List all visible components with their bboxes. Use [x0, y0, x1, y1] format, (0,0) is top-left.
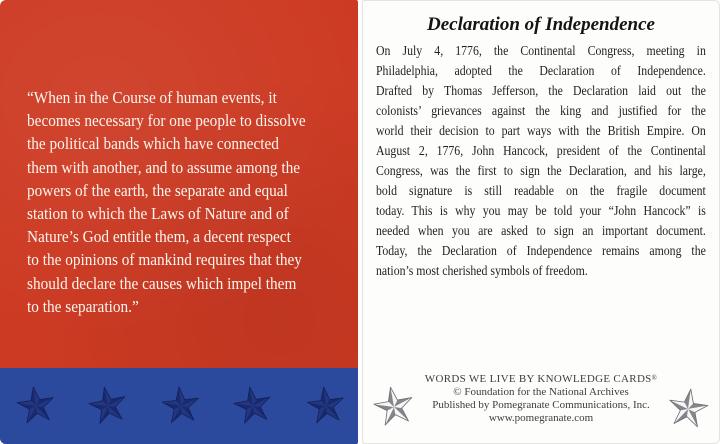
- quote-line: station to which the Laws of Nature and of: [27, 204, 289, 224]
- quote-line: them with another, and to assume among the: [27, 157, 301, 177]
- quote-line: Nature’s God entitle them, a decent respect: [27, 227, 291, 247]
- body-line: Today, the Declaration of Independence remains among the: [376, 243, 706, 258]
- quote-line: “When in the Course of human events, it: [27, 88, 277, 107]
- star-icon: [304, 384, 349, 429]
- info-card: [362, 0, 720, 444]
- copyright-line: © Foundation for the National Archives: [453, 386, 629, 398]
- star-icon: [13, 383, 58, 428]
- card-title: Declaration of Independence: [427, 14, 655, 35]
- card-body-text: [376, 41, 706, 281]
- publisher-line: Published by Pomegranate Communications, Inc.: [432, 399, 650, 411]
- body-line: bold signature is still readable on the fragile document: [376, 183, 706, 198]
- quote-line: should declare the causes which impel them: [27, 273, 297, 293]
- body-line: needed when you are asked to sign an important document.: [376, 223, 706, 238]
- star-icon: [370, 383, 419, 432]
- star-icon: [159, 384, 203, 428]
- quote-line: the political bands which have connected: [27, 134, 279, 154]
- brand-text: WORDS WE LIVE BY KNOWLEDGE CARDS: [424, 373, 652, 385]
- brand-line: [363, 373, 719, 386]
- body-line: Philadelphia, adopted the Declaration of Independence.: [376, 63, 706, 78]
- body-line: Congress, was the first to sign the Declaration, and his large,: [376, 163, 706, 178]
- registered-trademark: ®: [651, 374, 658, 382]
- body-line: nation’s most cherished symbols of freedom.: [376, 263, 588, 278]
- star-icon: [85, 383, 132, 430]
- quote-line: powers of the earth, the separate and equal: [27, 180, 288, 200]
- declaration-quote: [27, 86, 337, 318]
- body-line: On July 4, 1776, the Continental Congress, meeting in: [376, 43, 706, 58]
- body-line: August 2, 1776, John Hancock, president of the Continental: [376, 143, 706, 158]
- quote-line: becomes necessary for one people to dissolve: [27, 111, 306, 131]
- star-icon: [664, 385, 711, 432]
- body-line: today. This is why you may be told your “John Hancock” is: [376, 203, 706, 218]
- quote-line: to the opinions of mankind requires that they: [27, 250, 302, 270]
- website-line: www.pomegranate.com: [488, 412, 594, 424]
- body-line: colonists’ grievances against the king and justified for the: [376, 103, 706, 118]
- star-icon: [230, 383, 276, 429]
- body-line: world their decision to part ways with the British Empire. On: [376, 123, 706, 138]
- quote-card: [0, 0, 358, 444]
- star-stripe: [0, 368, 358, 444]
- body-line: Drafted by Thomas Jefferson, the Declaration laid out the: [376, 83, 706, 98]
- quote-line: to the separation.”: [27, 296, 139, 316]
